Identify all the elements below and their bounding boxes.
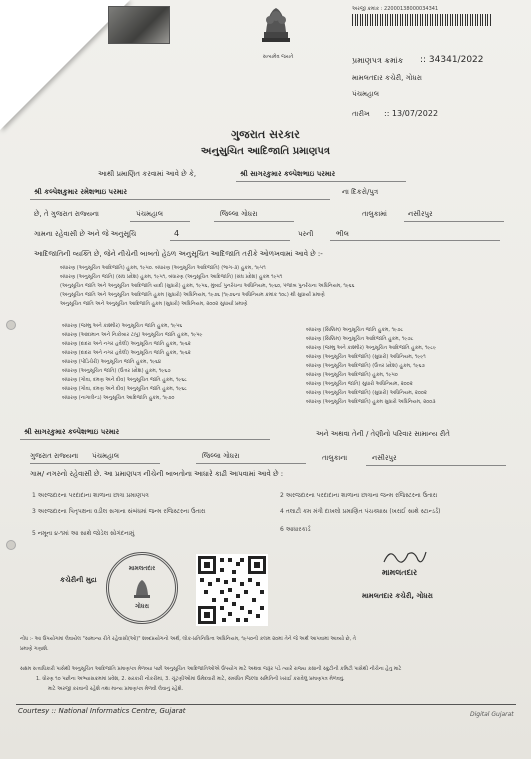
order-item: બંધારણ (ગોવા, દમણ અને દીવ) અનુસૂચિત જાતિ હુકમ, ૧૯૬૮	[62, 386, 187, 392]
relation: ના દિકરો/પુત્ર	[342, 188, 379, 196]
district-label-line	[214, 221, 294, 222]
residence-notice: ગામ/ નગરનો રહેવાસી છે. આ પ્રમાણપત્ર નીચેની બાબતોના આધારે કાઢી આપવામાં આવે છે :	[30, 470, 284, 478]
order-item: બંધારણ (જમ્મુ અને કાશ્મીર) અનુસૂચિત જાતિ હુકમ, ૧૯૫૬	[62, 323, 183, 329]
resident-name: શ્રી સાગરકુમાર કલ્પેશભાઇ પરમાર	[24, 428, 120, 436]
order-item: અનુસૂચિત જાતિ અને અનુસૂચિત આદિજાતિ હુકમ (સુધારો) અધિનિયમ, ૨૦૦૨ સુધાર્યા પ્રમાણે	[60, 301, 248, 307]
tribe-notice: આદિજાતિની વ્યક્તિ છે, જેને નીચેની બાબતો હેઠળ અનુસૂચિત આદિજાતિ તરીકે ઓળખવામાં આવે છે :-	[34, 250, 323, 258]
order-item: (અનુસૂચિત જાતિ અને અનુસૂચિત આદિજાતિ યાદી (સુધારો) હુકમ, ૧૯૫૬, મુંબઈ પુનર્રચના અધિનિયમ, ૧૯૬૦, પંજાબ પુનર્રચના અધિનિયમ, ૧૯૬૬	[60, 283, 355, 289]
orders-top-list	[60, 264, 500, 309]
applicant-photo	[108, 6, 170, 44]
evidence-item: 1 અરજદારના પરદાદાના શાળાના છાત્રા પ્રમાણપત્ર	[32, 492, 149, 499]
signatory-title: મામલતદાર	[382, 568, 418, 577]
samaj-line	[170, 240, 290, 241]
stamp-bottom-text: ગોધરા	[134, 603, 150, 610]
order-item: બંધારણ (દાદરા અને નગર હવેલી) અનુસૂચિત જાતિ હુકમ, ૧૯૬૨	[62, 350, 191, 356]
order-item: બંધારણ (આંદામાન અને નિકોબાર ટાપુ) અનુસૂચિત જાતિ હુકમ, ૧૯૫૯	[62, 332, 203, 338]
order-item: બંધારણ (અનુસૂચિત આદિજાતિ) (સુધારો) અધિનિયમ, ૧૯૯૧	[306, 354, 426, 360]
subject-name: શ્રી કલ્પેશકુમાર રમેશભાઇ પરમાર	[34, 188, 127, 196]
application-number: અરજી ક્રમાંક : 22000138000034341	[352, 6, 439, 12]
punch-hole	[6, 320, 16, 330]
orders-right-list	[306, 326, 516, 407]
res-district-label-line	[196, 463, 306, 464]
res-district-label: જિલ્લા ગોધરા	[202, 452, 240, 460]
family-text: અને અથવા તેની / તેણીનો પરિવાર સામાન્ય રીતે	[316, 430, 450, 438]
office-stamp	[106, 552, 178, 624]
district: પંચમહાલ	[136, 210, 164, 218]
order-item: બંધારણ (જમ્મુ અને કાશ્મીર) અનુસૂચિત આદિજાતિ હુકમ, ૧૯૮૯	[306, 345, 437, 351]
res-taluka: નસીરપુર	[372, 454, 397, 462]
order-item: બંધારણ (નાગાલેન્ડ) અનુસૂચિત આદિજાતિ હુકમ, ૧૯૭૦	[62, 395, 175, 401]
cert-number: :: 34341/2022	[420, 55, 484, 65]
stamp-emblem-icon	[132, 577, 152, 599]
order-item: બંધારણ (અનુસૂચિત આદિજાતિ) હુકમ, ૧૯૫૦	[306, 372, 398, 378]
signatory-office: મામલતદાર કચેરી, ગોધરા	[362, 592, 433, 600]
note-1: નોંધ :- આ ઉપયોગમાં લેવાયેલ "સામાન્ય રીતે રહેવાસી(ઓ)" શબ્દપ્રયોગનો અર્થ, લોક-પ્રતિનિધિત્વ અધિનિયમ, ૧૯૫૦ની કલમ ૨૦માં તેને જે અર્થ આપવામાં આવ્યો છે, તે	[20, 636, 356, 642]
resident-name-line	[20, 439, 270, 440]
taluka-label: તાલુકામાં	[362, 210, 387, 218]
order-item: (અનુસૂચિત જાતિ અને અનુસૂચિત આદિજાતિ હુકમ (સુધારો) અધિનિયમ, ૧૯૭૬ (૧૯૭૬ના અધિનિયમ ક્રમાંક ૧૦૮) થી સુધાર્યા પ્રમાણે	[60, 292, 325, 298]
order-item: બંધારણ (અનુસૂચિત આદિજાતિ) હુકમ, ૧૯૫૦. બંધારણ (અનુસૂચિત આદિજાતિ) (ભાગ-૩) હુકમ, ૧૯૫૧	[60, 265, 266, 271]
samaj-label: ગામના રહેવાસી છે અને જે અનુસૂચિ	[34, 230, 137, 238]
res-district: પંચમહાલ	[92, 452, 120, 460]
evidence-item: 2 અરજદારના પરદાદાના શાળાના છાત્રાના જન્મ રજિસ્ટરના ઉતારા	[280, 492, 438, 499]
order-item: બંધારણ (અનુસૂચિત જાતિ) (સંઘ પ્રદેશ) હુકમ, ૧૯૫૧, બંધારણ (અનુસૂચિત આદિજાતિ) (સંઘ પ્રદેશ) હુકમ ૧૯૫૧	[60, 274, 283, 280]
issue-date: :: 13/07/2022	[384, 109, 439, 118]
part-label: પરની	[298, 230, 314, 238]
father-name-line	[236, 181, 406, 182]
father-name: શ્રી સાગરકુમાર કલ્પેશભાઇ પરમાર	[240, 170, 336, 178]
order-item: બંધારણ (ગોવા, દમણ અને દીવ) અનુસૂચિત જાતિ હુકમ, ૧૯૬૮	[62, 377, 187, 383]
order-item: બંધારણ (દાદરા અને નગર હવેલી) અનુસૂચિત જાતિ હુકમ, ૧૯૬૨	[62, 341, 191, 347]
qr-code	[196, 554, 268, 626]
issuing-office: મામલતદાર કચેરી, ગોધરા	[352, 74, 423, 82]
subject-name-line	[30, 199, 330, 200]
certify-prefix: આથી પ્રમાણિત કરવામાં આવે છે કે,	[98, 170, 197, 178]
note-2: સક્ષમ સત્તાધિકારી પાસેથી અનુસૂચિત આદિજાતિ પ્રમાણપત્ર મેળવ્યા પછી અનુસૂચિત આદિજાતિઓએ ઉપયોગ માટે અથવા જરૂર પડે ત્યારે રાજ્ય કક્ષાની સ્ક્રુટીની કમિટી પાસેથી નીચેના હેતુ માટે	[20, 666, 402, 672]
order-item: બંધારણ (અનુસૂચિત જાતિ) સુધારો અધિનિયમ, ૨૦૦૨	[306, 381, 413, 387]
footer-rule	[16, 704, 516, 705]
issuing-district: પંચમહાલ	[352, 90, 380, 98]
national-emblem-icon	[258, 2, 294, 54]
evidence-item: 6 આધારકાર્ડ	[280, 526, 311, 533]
order-item: બંધારણ (અનુસૂચિત આદિજાતિ) હુકમ સુધારો અધિનિયમ, ૨૦૦૩	[306, 399, 436, 405]
district-line	[130, 221, 190, 222]
order-item: બંધારણ (પોંડિચેરી) અનુસૂચિત જાતિ હુકમ, ૧૯૬૪	[62, 359, 162, 365]
order-item: બંધારણ (અનુસૂચિત આદિજાતિ) (સુધારો) અધિનિયમ, ૨૦૦૨	[306, 390, 427, 396]
note-1b: પ્રમાણે ગણાશે.	[20, 646, 49, 652]
emblem-caption: સત્યમેવ જયતે	[262, 54, 294, 60]
barcode	[352, 14, 492, 26]
state-label: છે, તે ગુજરાત રાજ્યના	[34, 210, 99, 218]
punch-hole	[6, 540, 16, 550]
note-3: 1. ધોરણ ૧૦ પછીના અભ્યાસક્રમમાં પ્રવેશ, 2. સરકારી નોકરીમાં, 3. ચૂંટણીઓમાં ઉમેદવારી માટે, સંબંધિત જિલ્લા સમિતિની ખરાઈ કરાવેલું પ્રમાણપત્ર મેળવવું.	[36, 676, 345, 682]
gov-title: ગુજરાત સરકાર	[231, 128, 300, 141]
stamp-top-text: મામલતદાર	[128, 565, 156, 572]
order-item: બંધારણ (સિક્કિમ) અનુસૂચિત જાતિ હુકમ, ૧૯૭૮	[306, 327, 404, 333]
date-label: તારીખ	[352, 110, 370, 118]
order-item: બંધારણ (સિક્કિમ) અનુસૂચિત આદિજાતિ હુકમ, ૧૯૭૮	[306, 336, 414, 342]
doc-title: અનુસુચિત આદિજાતિ પ્રમાણપત્ર	[200, 146, 331, 157]
tribe-name: ભીલ	[336, 230, 349, 238]
evidence-item: 3 અરજદારના પિતૃપક્ષના વડીલ સગાના સંબંધમાં જન્મ રજિસ્ટરના ઉતારા	[32, 508, 206, 515]
district-label: જિલ્લા ગોધરા	[220, 210, 258, 218]
orders-left-list	[62, 322, 262, 403]
res-taluka-line	[366, 465, 506, 466]
footer-brand: Digital Gujarat	[470, 711, 514, 718]
res-state-label: ગુજરાત રાજ્યના	[30, 452, 79, 460]
tribe-line	[330, 240, 500, 241]
office-seal-label: કચેરીની મુદ્રા	[60, 576, 97, 584]
cert-number-label: પ્રમાણપત્ર ક્રમાંક	[352, 56, 404, 65]
res-taluka-label: તાલુકાના	[322, 454, 348, 462]
evidence-item: 4 તલાટી કમ મંત્રી દાખલો પ્રમાણિત પંચક્યાસ (ખરાઈ સાથે સ્ટાન્ડર્ડ)	[280, 508, 441, 515]
evidence-item: 5 નમૂના ૪-૧માં આ સાથે જોડેલ સોગંદનામું	[32, 530, 135, 537]
res-district-line	[30, 463, 160, 464]
taluka: નસીરપુર	[408, 210, 433, 218]
taluka-line	[404, 221, 504, 222]
signature-scribble	[380, 546, 430, 568]
samaj-number: 4	[174, 229, 180, 238]
footer-courtesy: Courtesy :: National Informatics Centre, Gujarat	[18, 707, 186, 715]
note-4: માટે અરજી કરવાની રહેશે તથા માન્ય પ્રમાણપત્ર મેળવી લેવાનું રહેશે.	[48, 686, 184, 692]
order-item: બંધારણ (અનુસૂચિત જાતિ) (ઉત્તર પ્રદેશ) હુકમ, ૧૯૬૭	[62, 368, 171, 374]
order-item: બંધારણ (અનુસૂચિત આદિજાતિ) (ઉત્તર પ્રદેશ) હુકમ, ૧૯૬૭	[306, 363, 425, 369]
